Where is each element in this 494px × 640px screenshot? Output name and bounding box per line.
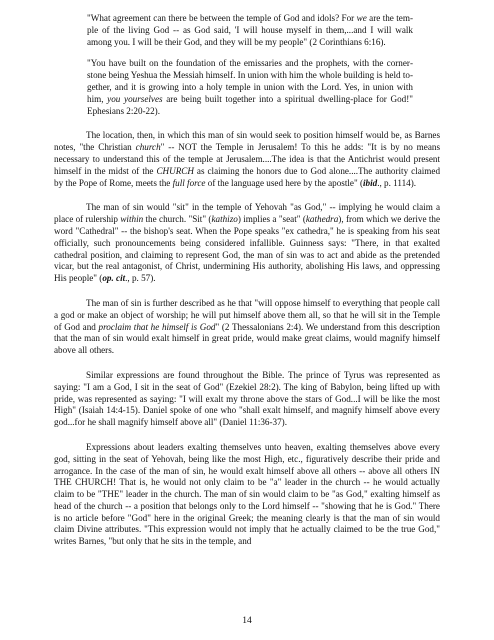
- emphasis-text: kathizo: [211, 214, 238, 225]
- emphasis-text: you yourselves: [107, 93, 163, 104]
- emphasis-text: op. cit: [102, 273, 126, 284]
- page-number: 14: [242, 616, 252, 626]
- paragraph-exalting-leaders: Expressions about leaders exalting themselves unto heaven, exalting themselves above every god, sitting in the seat of Yehovah, being like the most High, etc., figuratively describe their pride and arrogance. In the case of the man of sin, he would exalt himself above all others -- above all others IN THE CHURCH! That is, he would not only claim to be "a" leader in the church -- he would actually claim to be "THE" leader in the church. The man of sin would claim to be "as God," exalting himself as head of the church -- a position that belongs only to the Lord himself -- "showing that he is God." There is no article before "God" here in the original Greek; the meaning clearly is that the man of sin would claim Divine attributes. "This expression would not imply that he actually claimed to be the true God," writes Barnes, "but only that he sits in the temple, and: [54, 441, 440, 547]
- paragraph-church-location: The location, then, in which this man of sin would seek to position himself would be, as Barnes notes, "the Christian church" -- NOT the Temple in Jerusalem! To this he adds: "It is by no means necessary to understand this of the temple at Jerusalem....The idea is that the Antichrist would present himself in the midst of the CHURCH as claiming the honors due to God alone....The authority claimed by the Pope of Rome, meets the full force of the language used here by the apostle" (ibid., p. 1114).: [54, 130, 441, 188]
- emphasis-text: full force: [172, 177, 206, 188]
- emphasis-text: within: [120, 214, 144, 225]
- emphasis-text: kathedra: [305, 214, 339, 225]
- emphasis-text: proclaim that he himself is God: [98, 321, 216, 332]
- paragraph-sit-in-temple: The man of sin would "sit" in the temple of Yehovah "as God," -- implying he would claim a place of rulership within the church. "Sit" (kathizo) implies a "seat" (kathedra), from which we derive the word "Cathedral" -- the bishop's seat. When the Pope speaks "ex cathedra," he is speaking from his seat officially, such pronouncements being considered infallible. Guinness says: "There, in that exalted cathedral position, and claiming to represent God, the man of sin was to act and abide as the pretended vicar, but the real antagonist, of Christ, undermining His authority, abolishing His laws, and oppressing His people" (op. cit., p. 57).: [54, 202, 440, 284]
- emphasis-text: CHURCH: [156, 165, 194, 176]
- emphasis-text: church: [135, 142, 161, 153]
- quote-ephesians: "You have built on the foundation of the emissaries and the prophets, with the cornerstone being Yeshua the Messiah himself. In union with him the whole building is held together, and it is growing into a holy temple in union with the Lord. Yes, in union with him, you yourselves are being built together into a spiritual dwelling-place for God!" Ephesians 2:20-22).: [87, 58, 413, 116]
- paragraph-man-of-sin-description: The man of sin is further described as he that "will oppose himself to everything that people call a god or make an object of worship; he will put himself above them all, so that he will sit in the Temple of God and proclaim that he himself is God" (2 Thessalonians 2:4). We understand from this description that the man of sin would exalt himself in great pride, would make great claims, would magnify himself above all others.: [54, 297, 440, 356]
- paragraph-similar-expressions: Similar expressions are found throughout the Bible. The prince of Tyrus was represented as saying: "I am a God, I sit in the seat of God" (Ezekiel 28:2). The king of Babylon, being lifted up with pride, was represented as saying: "I will exalt my throne above the stars of God...I will be like the most High" (Isaiah 14:4-15). Daniel spoke of one who "shall exalt himself, and magnify himself above every god...for he shall magnify himself above all" (Daniel 11:36-37).: [54, 369, 440, 428]
- emphasis-text: ibid: [363, 177, 378, 188]
- quote-2-corinthians: "What agreement can there be between the temple of God and idols? For we are the temple of the living God -- as God said, 'I will house myself in them,...and I will walk among you. I will be their God, and they will be my people" (2 Corinthians 6:16).: [87, 13, 413, 47]
- emphasis-text: we: [356, 13, 367, 23]
